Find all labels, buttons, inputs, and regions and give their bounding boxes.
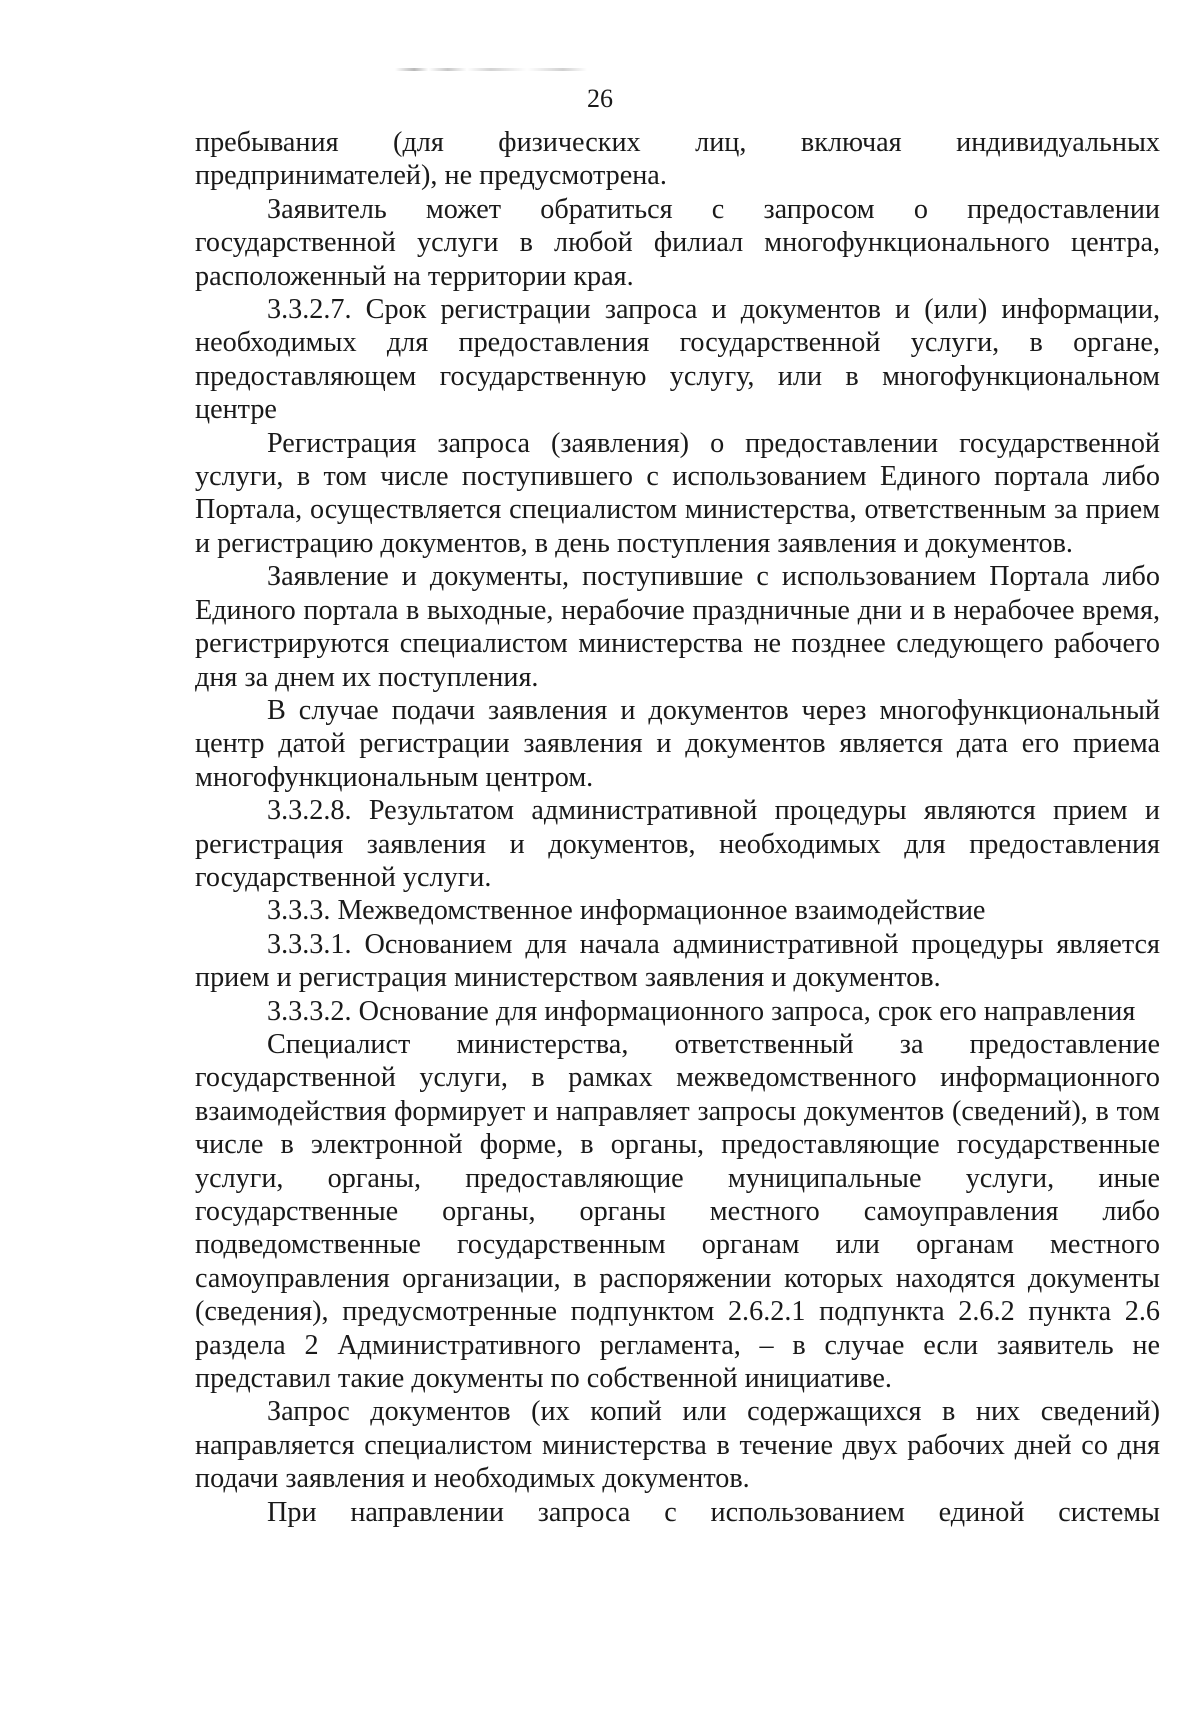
paragraph: 3.3.3.2. Основание для информационного запроса, срок его направления [267,995,1136,1027]
document-body [195,126,1160,1529]
section-heading: 3.3.3. Межведомственное информационное взаимодействие [267,895,986,927]
paragraph: Заявление и документы, поступившие с использованием Портала либо Единого портала в выходные, нерабочие праздничные дни и в нерабочее время, регистрируются специалистом министерства не позднее следующего рабочего дня за днем их поступления. [195,561,1160,693]
paragraph: Запрос документов (их копий или содержащихся в них сведений) направляется специалистом министерства в течение двух рабочих дней со дня подачи заявления и необходимых документов. [195,1396,1160,1495]
paragraph: пребывания (для физических лиц, включая индивидуальных предпринимателей), не предусмотрена. [195,127,1160,192]
paragraph: При направлении запроса с использованием единой системы [267,1496,1160,1528]
page-number: 26 [587,84,613,113]
paragraph: В случае подачи заявления и документов через многофункциональный центр датой регистрации заявления и документов является дата его приема многофункциональным центром. [195,694,1160,793]
paragraph: 3.3.2.8. Результатом административной процедуры являются прием и регистрация заявления и документов, необходимых для предоставления государственной услуги. [195,795,1160,893]
paragraph: Заявитель может обратиться с запросом о предоставлении государственной услуги в любой филиал многофункционального центра, расположенный на территории края. [195,193,1160,292]
paragraph: Регистрация запроса (заявления) о предоставлении государственной услуги, в том числе поступившего с использованием Единого портала либо Портала, осуществляется специалистом министерства, ответственным за прием и регистрацию документов, в день поступления заявления и документов. [195,427,1160,559]
scan-artifact [395,68,635,71]
paragraph: 3.3.3.1. Основанием для начала административной процедуры является прием и регистрация министерством заявления и документов. [195,928,1160,994]
paragraph: Специалист министерства, ответственный за предоставление государственной услуги, в рамках межведомственного информационного взаимодействия формирует и направляет запросы документов (сведений), в том числе в электронной форме, в органы, предоставляющие государственные услуги, органы, предоставляющие муниципальные услуги, иные государственные органы, органы местного самоуправления либо подведомственные государственным органам или органам местного самоуправления организации, в распоряжении которых находятся документы (сведения), предусмотренные подпунктом 2.6.2.1 подпункта 2.6.2 пункта 2.6 раздела 2 Административного регламента, – в случае если заявитель не представил такие документы по собственной инициативе. [195,1028,1160,1395]
paragraph: 3.3.2.7. Срок регистрации запроса и документов и (или) информации, необходимых для предоставления государственной услуги, в органе, предоставляющем государственную услугу, или в многофункциональном центре [195,294,1160,426]
